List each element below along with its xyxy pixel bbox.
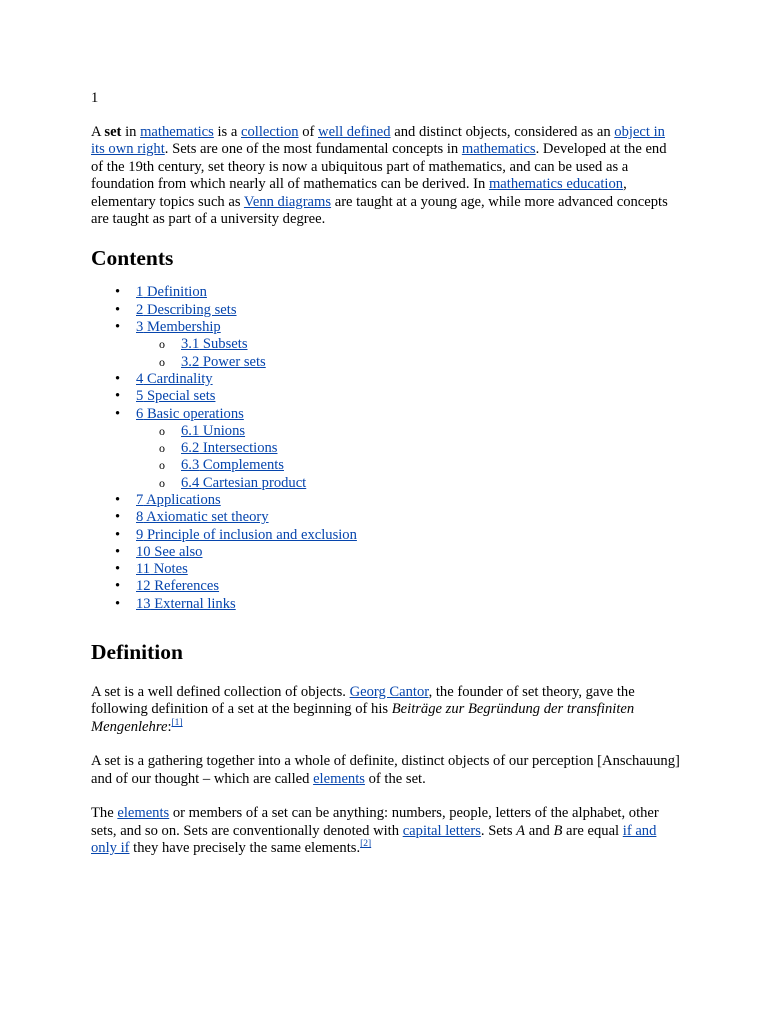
- text: and: [525, 822, 554, 839]
- toc-link[interactable]: 5: [136, 388, 144, 405]
- toc-sublink-label[interactable]: Intersections: [199, 440, 278, 457]
- toc-item: [91, 578, 681, 595]
- toc-link[interactable]: 7: [136, 492, 144, 508]
- toc-sublink[interactable]: 6.4: [181, 474, 200, 491]
- link-venn-diagrams[interactable]: Venn diagrams: [243, 193, 332, 210]
- toc-link-label[interactable]: Principle of inclusion and exclusion: [143, 526, 357, 543]
- italic-set-a: A: [516, 822, 526, 839]
- text: are taught at a young age, while more advanced concepts are taught as part of a university degree.: [91, 193, 668, 228]
- toc-link-label[interactable]: Axiomatic set theory: [143, 509, 269, 526]
- toc-sublink[interactable]: 3.2: [181, 353, 200, 370]
- toc-sublink[interactable]: 3.1: [181, 336, 200, 353]
- toc-link-label[interactable]: Describing sets: [143, 301, 237, 318]
- toc-item: [91, 561, 681, 578]
- toc-link[interactable]: 11: [136, 561, 151, 578]
- text: The: [91, 805, 118, 822]
- link-object[interactable]: object in its own right: [91, 124, 665, 158]
- toc-link[interactable]: 9: [136, 526, 144, 543]
- text: of: [298, 124, 319, 140]
- text: and distinct objects, considered as an: [390, 124, 615, 140]
- link-mathematics-2[interactable]: mathematics: [461, 141, 536, 158]
- toc-link[interactable]: 3: [136, 319, 144, 336]
- toc-link-label[interactable]: External links: [150, 595, 236, 612]
- text: is a: [213, 124, 242, 140]
- toc-link-label[interactable]: Definition: [143, 284, 207, 301]
- toc-sublink-label[interactable]: Cartesian product: [199, 474, 307, 491]
- text: they have precisely the same elements.: [129, 839, 361, 856]
- table-of-contents: [91, 284, 681, 613]
- link-elements[interactable]: elements: [313, 770, 365, 787]
- toc-subitem: [136, 423, 681, 440]
- toc-item: [91, 284, 681, 301]
- toc-sublink-label[interactable]: Subsets: [199, 336, 248, 353]
- toc-link[interactable]: 1: [136, 284, 144, 301]
- toc-item: [91, 388, 681, 405]
- toc-link-label[interactable]: Special sets: [143, 388, 216, 405]
- toc-sublink-label[interactable]: Power sets: [199, 353, 266, 370]
- text: , elementary topics such as: [91, 176, 627, 210]
- toc-subitem: [136, 354, 681, 371]
- text: . Sets: [480, 822, 517, 839]
- text: , the founder of set theory, gave the following definition of a set at the beginning of his: [91, 684, 635, 718]
- toc-list: [91, 284, 681, 613]
- toc-subitem: [136, 336, 681, 353]
- italic-book-title: Beiträge zur Begründung der transfiniten Mengenlehre: [91, 701, 635, 735]
- link-capital-letters[interactable]: capital letters: [402, 822, 481, 839]
- toc-link[interactable]: 12: [136, 578, 151, 595]
- toc-link-label[interactable]: Notes: [150, 561, 188, 578]
- text: . Developed at the end of the 19th century, set theory is now a ubiquitous part of mathematics, and can be used as a foundation from which nearly all of mathematics can be derived. In: [91, 141, 667, 193]
- toc-item: [91, 596, 681, 613]
- toc-sublink-label[interactable]: Unions: [199, 422, 246, 439]
- link-if-and-only-if[interactable]: if and only if: [91, 822, 657, 856]
- link-collection[interactable]: collection: [241, 124, 299, 140]
- italic-set-b: B: [553, 822, 563, 839]
- toc-item: [91, 544, 681, 561]
- toc-subitem: [136, 475, 681, 492]
- reference-link-2[interactable]: [2]: [360, 838, 372, 849]
- toc-item: [91, 527, 681, 544]
- text: A: [91, 124, 105, 140]
- text: or members of a set can be anything: numbers, people, letters of the alphabet, other sets, and so on. Sets are conventionally denoted with: [91, 805, 659, 839]
- definition-paragraph-1: [91, 684, 681, 736]
- toc-link-label[interactable]: Applications: [143, 492, 221, 508]
- text: are equal: [562, 822, 623, 839]
- toc-link-label[interactable]: See also: [150, 543, 203, 560]
- text: :: [167, 718, 172, 735]
- reference-link-1[interactable]: [1]: [171, 717, 183, 728]
- toc-subitem: [136, 457, 681, 474]
- toc-item: [91, 509, 681, 526]
- text: A set is a well defined collection of objects.: [91, 684, 350, 701]
- page-number: 1: [91, 90, 99, 106]
- toc-link[interactable]: 6: [136, 405, 144, 422]
- toc-item: [91, 319, 681, 371]
- toc-link[interactable]: 8: [136, 509, 144, 526]
- toc-link[interactable]: 2: [136, 301, 144, 318]
- toc-item: [91, 302, 681, 319]
- toc-link-label[interactable]: Basic operations: [143, 405, 244, 422]
- toc-sublink[interactable]: 6.3: [181, 457, 200, 474]
- toc-subitem: [136, 440, 681, 457]
- text: in: [121, 124, 141, 140]
- definition-heading: Definition: [91, 640, 183, 665]
- toc-link[interactable]: 13: [136, 595, 151, 612]
- toc-item: [91, 406, 681, 492]
- intro-paragraph: [91, 124, 681, 228]
- toc-sublink-label[interactable]: Complements: [199, 457, 284, 474]
- link-mathematics[interactable]: mathematics: [140, 124, 214, 140]
- document-page: [91, 90, 681, 874]
- definition-paragraph-2: [91, 753, 681, 788]
- toc-sublist: [136, 336, 681, 371]
- toc-item: [91, 371, 681, 388]
- toc-item: [91, 492, 681, 509]
- toc-sublink[interactable]: 6.2: [181, 440, 200, 457]
- link-mathematics-education[interactable]: mathematics education: [488, 176, 624, 193]
- contents-heading: Contents: [91, 246, 174, 271]
- toc-link-label[interactable]: References: [150, 578, 220, 595]
- link-well-defined[interactable]: well defined: [318, 124, 391, 140]
- bold-term-set: set: [104, 124, 122, 140]
- definition-paragraph-3: [91, 805, 681, 857]
- text: . Sets are one of the most fundamental concepts in: [164, 141, 462, 158]
- toc-link[interactable]: 10: [136, 543, 151, 560]
- toc-sublist: [136, 423, 681, 492]
- toc-link[interactable]: 4: [136, 370, 144, 387]
- toc-link-label[interactable]: Cardinality: [143, 370, 213, 387]
- toc-link-label[interactable]: Membership: [143, 319, 221, 336]
- text: A set is a gathering together into a whole of definite, distinct objects of our perception [Anschauung] and of our thought – which are called: [91, 753, 680, 787]
- link-elements-2[interactable]: elements: [117, 805, 170, 822]
- link-georg-cantor[interactable]: Georg Cantor: [349, 684, 429, 701]
- toc-sublink[interactable]: 6.1: [181, 422, 200, 439]
- text: of the set.: [364, 770, 426, 787]
